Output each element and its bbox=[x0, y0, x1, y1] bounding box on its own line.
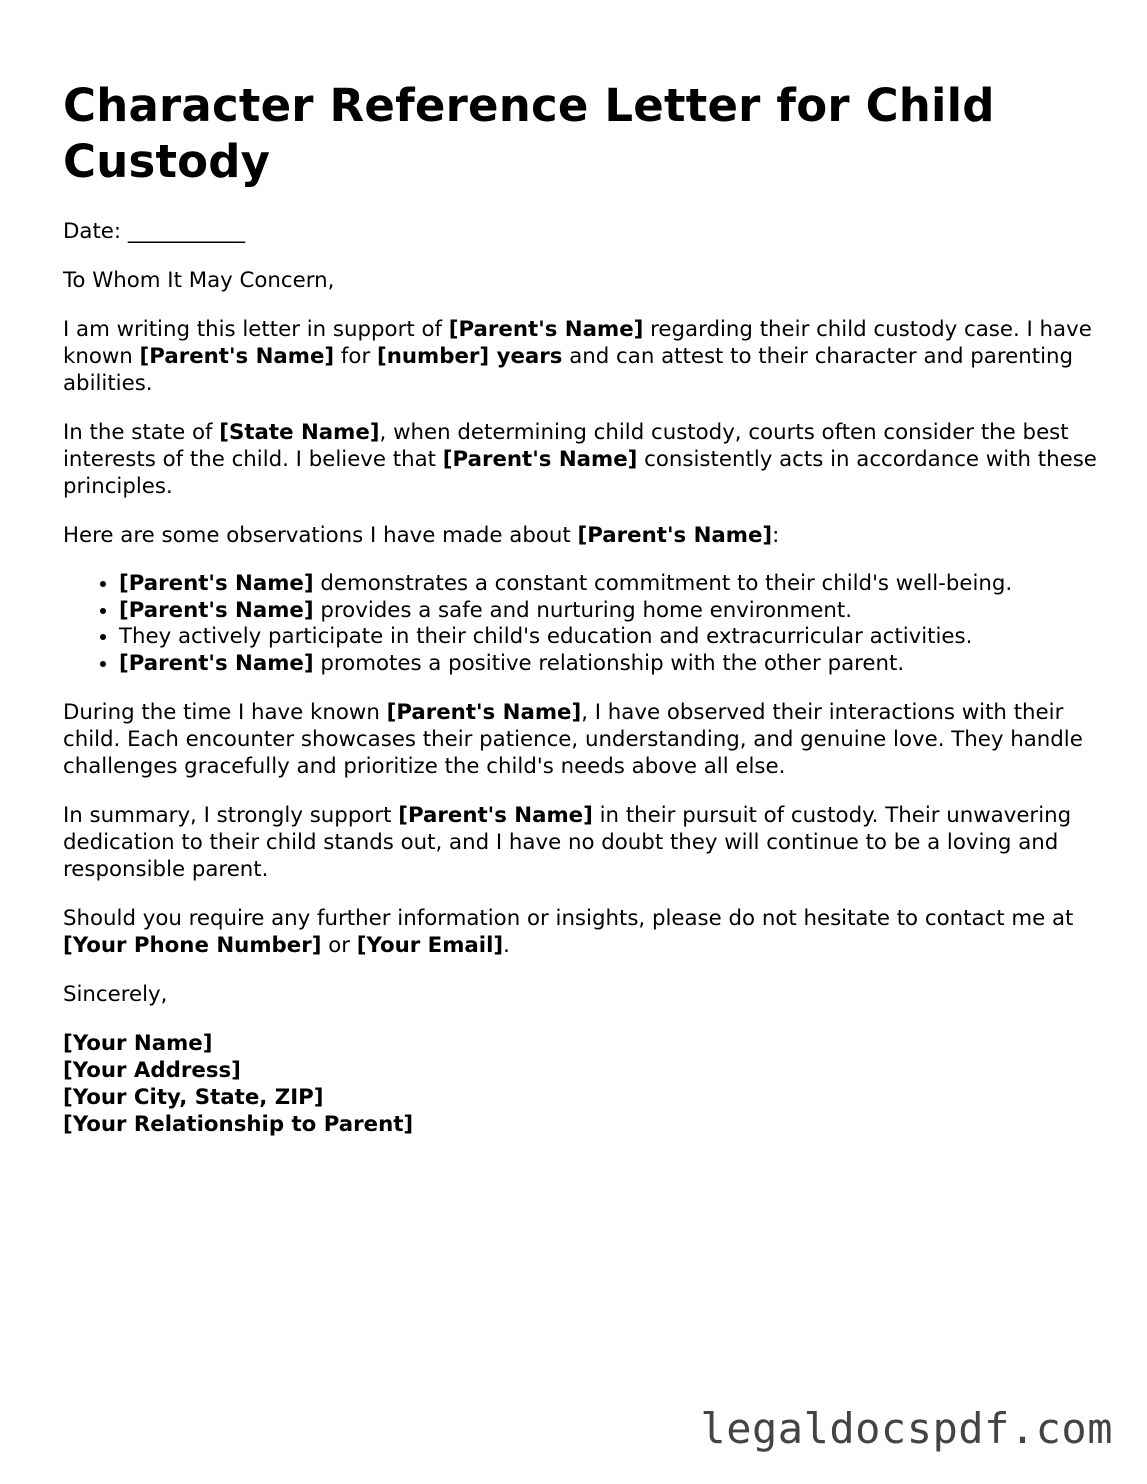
text: consistently acts in accordance with these principles. bbox=[63, 447, 1097, 499]
placeholder-email: [Your Email] bbox=[356, 933, 504, 958]
text: : bbox=[772, 523, 780, 548]
text: , I have observed their interactions with their child. Each encounter showcases their patience, understanding, and genuine love. They handle challenges gracefully and prioritize the child's needs above all else. bbox=[63, 700, 1083, 779]
text: promotes a positive relationship with the other parent. bbox=[313, 650, 905, 676]
placeholder-parent-name: [Parent's Name] bbox=[398, 803, 593, 828]
list-item bbox=[119, 598, 1103, 625]
text: , when determining child custody, courts often consider the best interests of the child. I believe that bbox=[63, 420, 1069, 472]
placeholder-parent-name: [Parent's Name] bbox=[119, 650, 314, 676]
text: or bbox=[321, 933, 357, 958]
placeholder-phone-number: [Your Phone Number] bbox=[63, 933, 322, 958]
placeholder-parent-name: [Parent's Name] bbox=[442, 447, 638, 472]
list-item bbox=[119, 624, 1103, 651]
text: I am writing this letter in support of bbox=[63, 317, 449, 342]
signature-city: [Your City, State, ZIP] bbox=[63, 1085, 324, 1110]
paragraph-interactions bbox=[63, 699, 1103, 780]
text: demonstrates a constant commitment to their child's well-being. bbox=[313, 571, 1013, 596]
text: provides a safe and nurturing home environment. bbox=[313, 597, 853, 623]
placeholder-parent-name: [Parent's Name] bbox=[386, 700, 582, 725]
paragraph-summary bbox=[63, 802, 1103, 883]
placeholder-parent-name: [Parent's Name] bbox=[139, 344, 335, 369]
placeholder-parent-name: [Parent's Name] bbox=[448, 317, 644, 342]
paragraph-state bbox=[63, 419, 1103, 500]
signature-name: [Your Name] bbox=[63, 1031, 213, 1056]
text: Here are some observations I have made about bbox=[63, 523, 578, 548]
text: During the time I have known bbox=[63, 700, 387, 725]
placeholder-number-years: [number] years bbox=[376, 344, 563, 369]
placeholder-parent-name: [Parent's Name] bbox=[119, 597, 314, 623]
page-title: Character Reference Letter for Child Custody bbox=[63, 79, 995, 188]
observations-list bbox=[63, 571, 1103, 677]
text: . bbox=[503, 933, 510, 958]
text: In summary, I strongly support bbox=[63, 803, 399, 828]
watermark: legaldocspdf.com bbox=[700, 1404, 1113, 1453]
text: Should you require any further information or insights, please do not hesitate to contact me at bbox=[63, 906, 1074, 931]
text: and can attest to their character and parenting abilities. bbox=[63, 344, 1074, 396]
text: regarding their child custody case. I have known bbox=[63, 317, 1092, 369]
list-item bbox=[119, 651, 1103, 678]
placeholder-state-name: [State Name] bbox=[219, 420, 380, 445]
paragraph-observations-intro bbox=[63, 522, 1103, 549]
salutation: To Whom It May Concern, bbox=[63, 268, 335, 293]
text: They actively participate in their child's education and extracurricular activities. bbox=[119, 624, 973, 649]
text: In the state of bbox=[63, 420, 220, 445]
signature-address: [Your Address] bbox=[63, 1058, 241, 1083]
placeholder-parent-name: [Parent's Name] bbox=[577, 523, 773, 548]
list-item bbox=[119, 571, 1103, 598]
closing: Sincerely, bbox=[63, 982, 168, 1007]
signature-block bbox=[63, 1030, 1103, 1138]
letter-document bbox=[63, 78, 1103, 1138]
signature-relationship: [Your Relationship to Parent] bbox=[63, 1112, 414, 1137]
placeholder-parent-name: [Parent's Name] bbox=[119, 571, 314, 596]
paragraph-intro bbox=[63, 316, 1103, 397]
paragraph-contact bbox=[63, 905, 1103, 959]
date-line: Date: ___________ bbox=[63, 219, 245, 244]
text: for bbox=[334, 344, 377, 369]
text: in their pursuit of custody. Their unwavering dedication to their child stands out, and I have no doubt they will continue to be a loving and responsible parent. bbox=[63, 803, 1072, 882]
